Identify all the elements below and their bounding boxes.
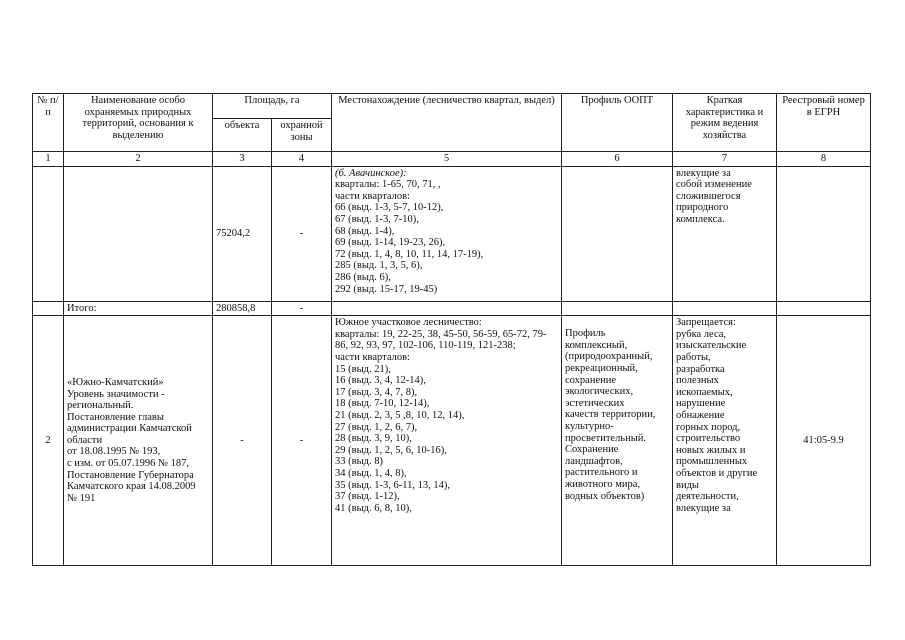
location-line: 285 (выд. 1, 3, 5, 6), <box>335 260 423 272</box>
regime-line: Запрещается: <box>676 317 736 329</box>
column-number: 2 <box>64 152 213 167</box>
profile-line: эстетических <box>565 397 625 409</box>
name-line: Постановление Губернатора <box>67 469 194 481</box>
total-profile <box>562 301 673 316</box>
name-line: Постановление главы <box>67 411 164 423</box>
name-line: администрации Камчатской <box>67 423 192 435</box>
location-line: 41 (выд. 6, 8, 10), <box>335 502 412 514</box>
row1-area-zone: - <box>272 166 332 301</box>
regime-line: виды <box>676 479 699 491</box>
row1-area-object: 75204,2 <box>213 166 272 301</box>
header-name: Наименование особо охраняемых природных территорий, основания к выделению <box>64 94 213 152</box>
profile-line: животного мира, <box>565 478 641 490</box>
name-line: Уровень значимости - <box>67 388 165 400</box>
row2-area-object: - <box>213 316 272 566</box>
row1-location <box>332 166 562 301</box>
column-number: 6 <box>562 152 673 167</box>
location-line: Южное участковое лесничество: <box>335 317 482 329</box>
table-row <box>33 166 871 301</box>
name-line: от 18.08.1995 № 193, <box>67 446 161 458</box>
row1-name <box>64 166 213 301</box>
profile-line: (природоохранный, <box>565 351 653 363</box>
profile-line: ландшафтов, <box>565 455 623 467</box>
row1-registry <box>777 166 871 301</box>
header-regime: Краткая характеристика и режим ведения хозяйства <box>673 94 777 152</box>
location-line: (б. Авачинское): <box>335 167 407 179</box>
location-line: 28 (выд. 3, 9, 10), <box>335 433 412 445</box>
regime-line: полезных <box>676 375 719 387</box>
location-line: кварталы: 19, 22-25, 38, 45-50, 56-59, 65-72, 79-86, 92, 93, 97, 102-106, 110-119, 121-238; <box>335 328 547 352</box>
total-label: Итого: <box>64 301 213 316</box>
regime-line: комплекса. <box>676 213 725 225</box>
profile-line: Сохранение <box>565 444 619 456</box>
total-location <box>332 301 562 316</box>
profile-line: сохранение <box>565 374 617 386</box>
total-area-zone: - <box>272 301 332 316</box>
column-number: 7 <box>673 152 777 167</box>
header-profile: Профиль ООПТ <box>562 94 673 152</box>
row2-registry: 41:05-9.9 <box>777 316 871 566</box>
name-line: «Южно-Камчатский» <box>67 376 164 388</box>
location-line: 37 (выд. 1-12), <box>335 491 400 503</box>
regime-line: природного <box>676 202 729 214</box>
header-num: № п/п <box>33 94 64 152</box>
row2-location <box>332 316 562 566</box>
name-line: Камчатского края 14.08.2009 <box>67 481 196 493</box>
location-line: 34 (выд. 1, 4, 8), <box>335 467 407 479</box>
regime-line: влекущие за <box>676 167 731 179</box>
regime-line: промышленных <box>676 456 748 468</box>
table-row <box>33 316 871 566</box>
profile-line: качеств территории, <box>565 409 656 421</box>
row2-name <box>64 316 213 566</box>
location-line: 72 (выд. 1, 4, 8, 10, 11, 14, 17-19), <box>335 248 484 260</box>
profile-line: просветительный. <box>565 432 647 444</box>
column-number: 3 <box>213 152 272 167</box>
row1-profile <box>562 166 673 301</box>
regime-line: сложившегося <box>676 190 741 202</box>
column-number: 5 <box>332 152 562 167</box>
regime-line: разработка <box>676 363 725 375</box>
location-line: 67 (выд. 1-3, 7-10), <box>335 213 419 225</box>
total-regime <box>673 301 777 316</box>
row1-regime <box>673 166 777 301</box>
row2-regime <box>673 316 777 566</box>
header-location: Местонахождение (лесничество квартал, выдел) <box>332 94 562 152</box>
column-number: 8 <box>777 152 871 167</box>
regime-line: влекущие за <box>676 502 731 514</box>
profile-line: Профиль <box>565 328 606 340</box>
total-num <box>33 301 64 316</box>
name-line: области <box>67 434 103 446</box>
location-line: 286 (выд. 6), <box>335 271 391 283</box>
profile-line: водных объектов) <box>565 490 645 502</box>
regime-line: горных пород, <box>676 421 741 433</box>
location-line: 66 (выд. 1-3, 5-7, 10-12), <box>335 202 444 214</box>
regime-line: работы, <box>676 351 711 363</box>
location-line: кварталы: 1-65, 70, 71, , <box>335 179 441 191</box>
regime-line: новых жилых и <box>676 444 746 456</box>
profile-line: экологических, <box>565 386 634 398</box>
profile-line: культурно- <box>565 420 614 432</box>
regime-line: нарушение <box>676 398 726 410</box>
profile-line: растительного и <box>565 467 638 479</box>
regime-line: изыскательские <box>676 340 747 352</box>
location-line: 15 (выд. 21), <box>335 363 391 375</box>
header-area-zone: охранной зоны <box>272 119 332 152</box>
regime-line: обнажение <box>676 409 725 421</box>
total-registry <box>777 301 871 316</box>
total-row <box>33 301 871 316</box>
regime-line: рубка леса, <box>676 328 727 340</box>
location-line: 33 (выд. 8) <box>335 456 383 468</box>
location-line: части кварталов: <box>335 190 410 202</box>
location-line: 18 (выд. 7-10, 12-14), <box>335 398 430 410</box>
header-registry: Реестровый номер в ЕГРН <box>777 94 871 152</box>
location-line: 27 (выд. 1, 2, 6, 7), <box>335 421 418 433</box>
name-line: № 191 <box>67 492 96 504</box>
name-line: с изм. от 05.07.1996 № 187, <box>67 458 190 470</box>
column-number: 1 <box>33 152 64 167</box>
location-line: 69 (выд. 1-14, 19-23, 26), <box>335 237 446 249</box>
row2-area-zone: - <box>272 316 332 566</box>
protected-areas-table <box>32 93 871 566</box>
location-line: 68 (выд. 1-4), <box>335 225 395 237</box>
location-line: части кварталов: <box>335 351 410 363</box>
regime-line: деятельности, <box>676 491 739 503</box>
regime-line: собой изменение <box>676 179 752 191</box>
location-line: 16 (выд. 3, 4, 12-14), <box>335 375 426 387</box>
profile-line: комплексный, <box>565 339 628 351</box>
row2-num: 2 <box>33 316 64 566</box>
regime-line: строительство <box>676 433 741 445</box>
location-line: 292 (выд. 15-17, 19-45) <box>335 283 438 295</box>
regime-line: ископаемых, <box>676 386 733 398</box>
regime-line: объектов и другие <box>676 467 758 479</box>
column-number: 4 <box>272 152 332 167</box>
total-area-object: 280858,8 <box>213 301 272 316</box>
row1-num <box>33 166 64 301</box>
location-line: 21 (выд. 2, 3, 5 ,8, 10, 12, 14), <box>335 409 465 421</box>
header-area: Площадь, га <box>213 94 332 119</box>
row2-profile <box>562 316 673 566</box>
location-line: 35 (выд. 1-3, 6-11, 13, 14), <box>335 479 450 491</box>
header-area-object: объекта <box>213 119 272 152</box>
location-line: 29 (выд. 1, 2, 5, 6, 10-16), <box>335 444 447 456</box>
location-line: 17 (выд. 3, 4, 7, 8), <box>335 386 418 398</box>
name-line: региональный. <box>67 400 134 412</box>
profile-line: рекреационный, <box>565 362 638 374</box>
